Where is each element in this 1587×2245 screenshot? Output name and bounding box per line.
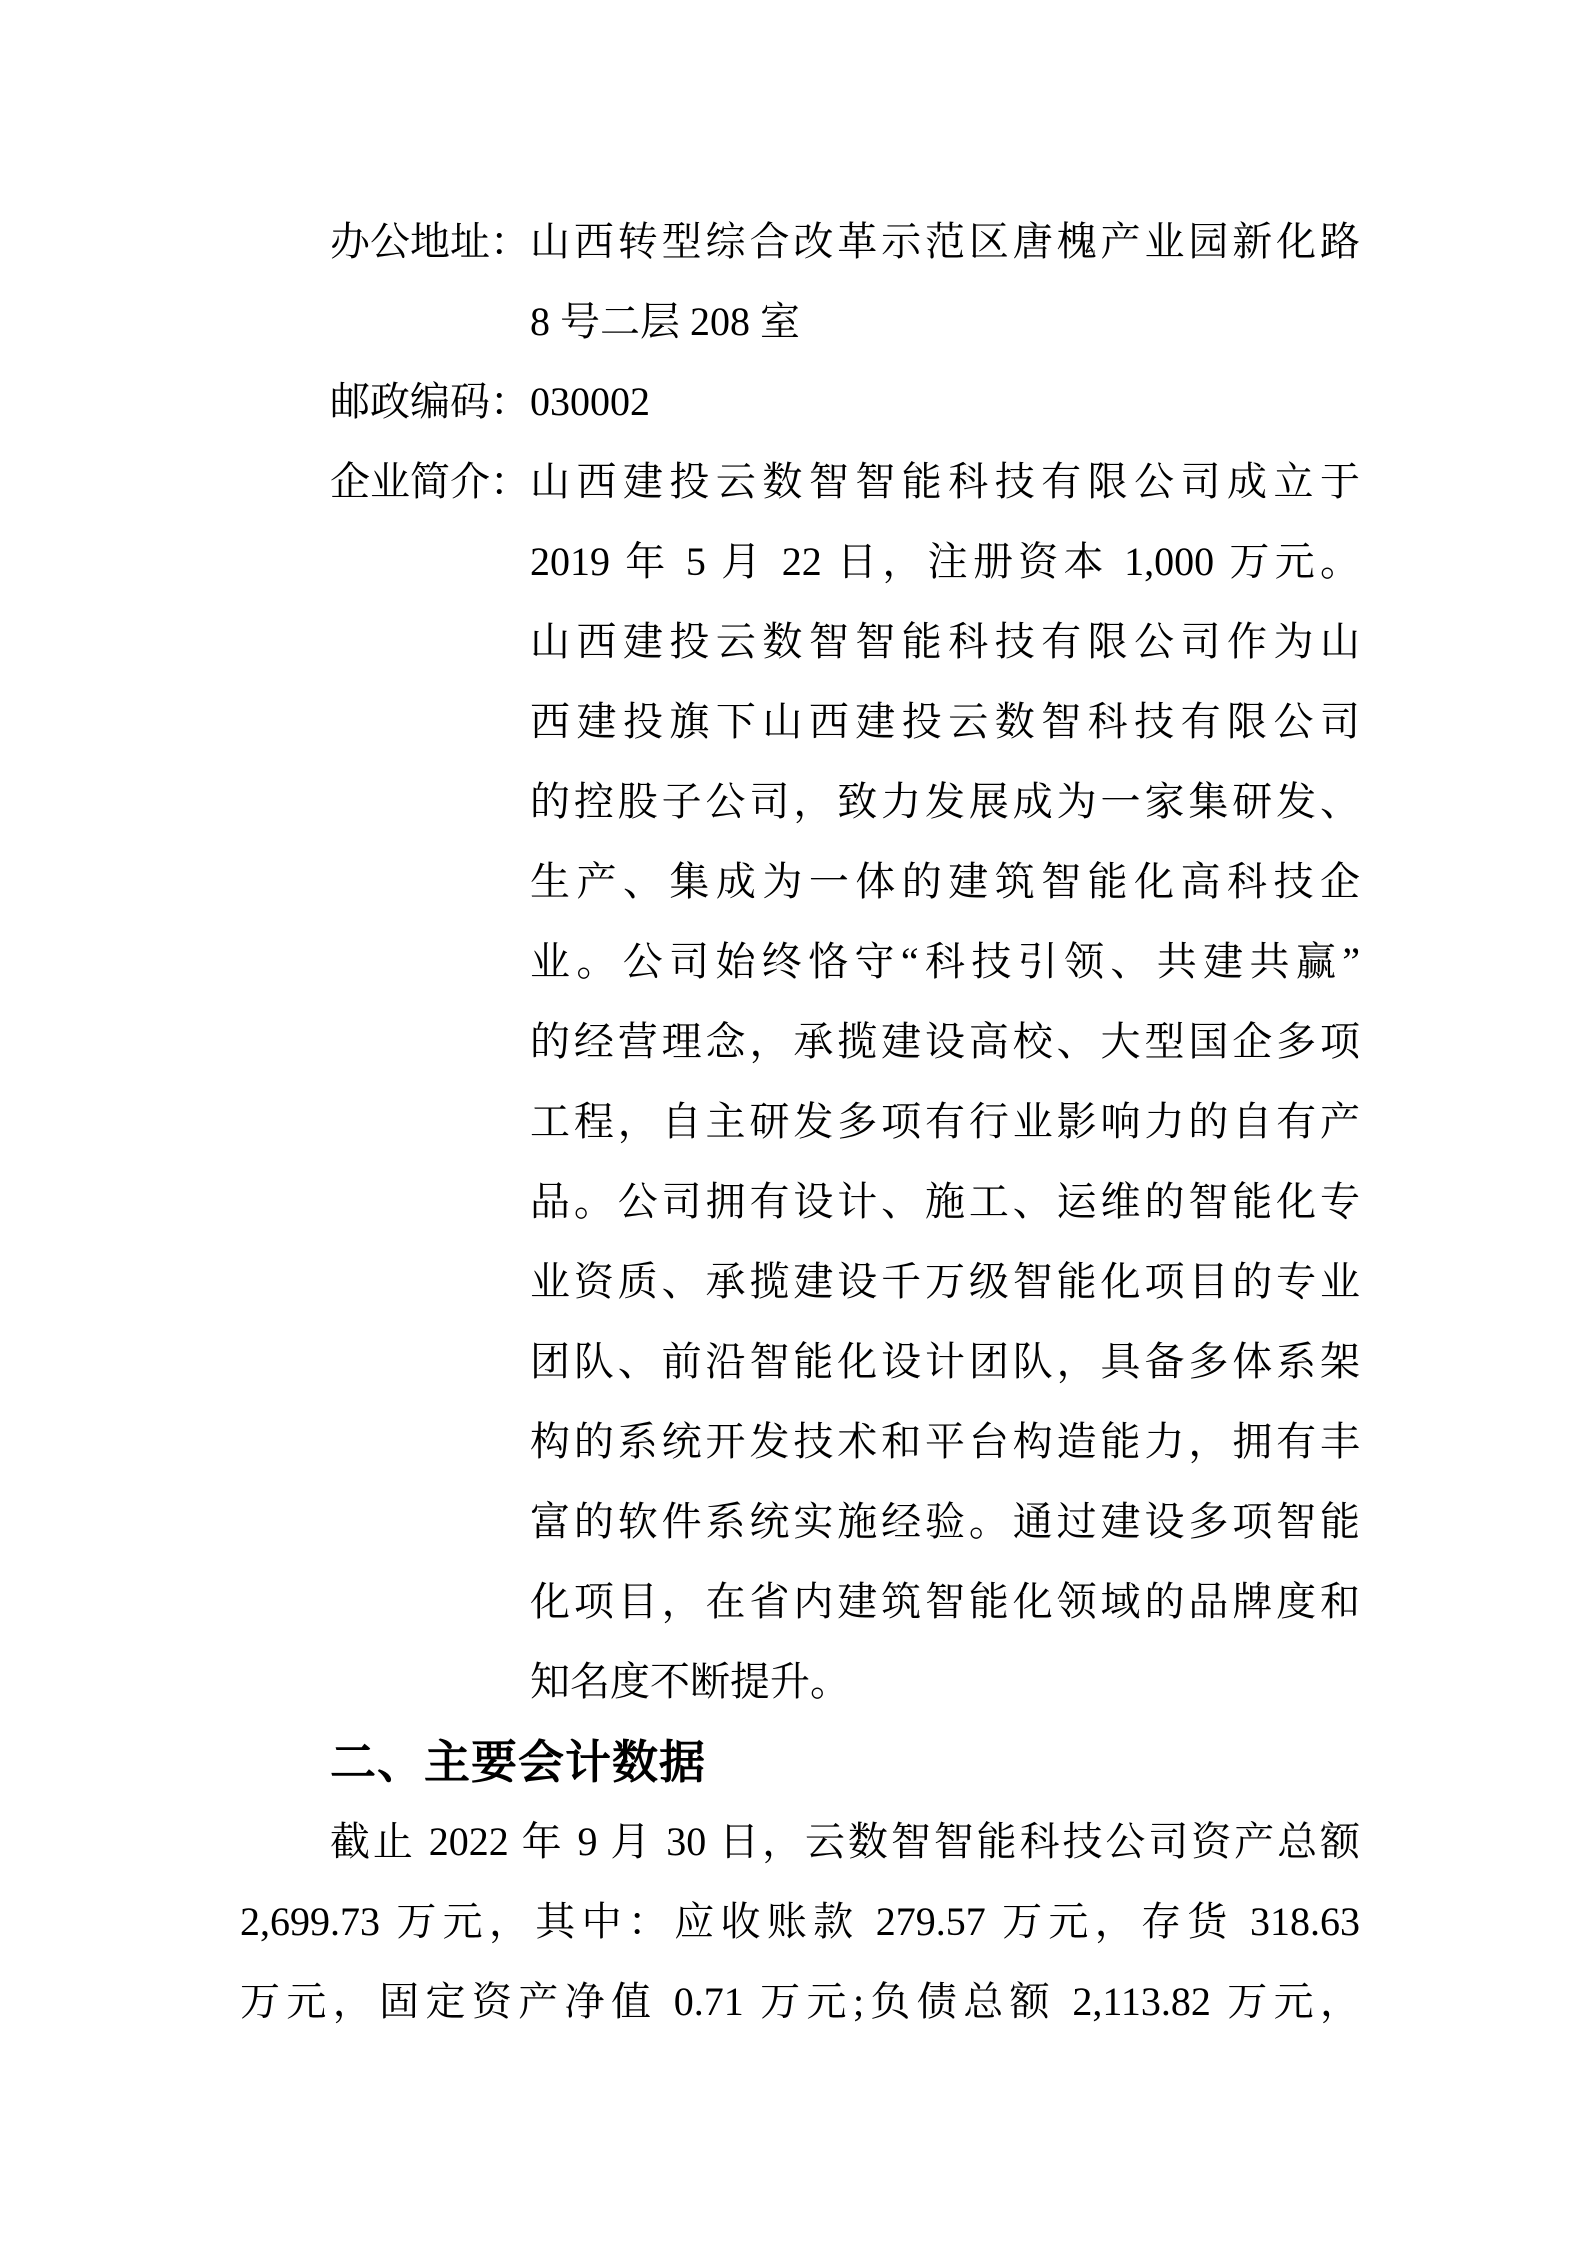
field-value-line: 知名度不断提升。 — [530, 1659, 850, 1704]
field-value-line: 富的软件系统实施经验。通过建设多项智能 — [530, 1499, 1360, 1544]
field-value-postal-code — [530, 362, 1360, 442]
section-heading-accounting-data: 二、主要会计数据 — [330, 1736, 706, 1788]
field-value-office-address — [530, 202, 1360, 362]
field-label-office-address: 办公地址： — [330, 219, 530, 264]
field-value-company-profile — [530, 442, 1360, 1722]
field-value-line: 化项目，在省内建筑智能化领域的品牌度和 — [530, 1579, 1360, 1624]
field-office-address — [240, 202, 1360, 362]
field-value-line: 生产、集成为一体的建筑智能化高科技企 — [530, 859, 1360, 904]
paragraph-accounting-summary — [240, 1802, 1360, 2042]
field-company-profile — [240, 442, 1360, 1722]
field-value-line: 工程，自主研发多项有行业影响力的自有产 — [530, 1099, 1360, 1144]
field-value-line: 的控股子公司，致力发展成为一家集研发、 — [530, 779, 1360, 824]
document-content — [240, 202, 1360, 2042]
field-value-line: 品。公司拥有设计、施工、运维的智能化专 — [530, 1179, 1360, 1224]
paragraph-line: 截止 2022 年 9 月 30 日，云数智智能科技公司资产总额 — [330, 1819, 1360, 1864]
field-value-line: 山西转型综合改革示范区唐槐产业园新化路 — [530, 219, 1360, 264]
field-label-postal-code: 邮政编码： — [330, 379, 530, 424]
field-value-line: 团队、前沿智能化设计团队，具备多体系架 — [530, 1339, 1360, 1384]
field-value-line: 2019 年 5 月 22 日，注册资本 1,000 万元。 — [530, 539, 1360, 584]
field-value-line: 业资质、承揽建设千万级智能化项目的专业 — [530, 1259, 1360, 1304]
field-value-line: 业。公司始终恪守“科技引领、共建共赢” — [530, 939, 1360, 984]
field-value-line: 的经营理念，承揽建设高校、大型国企多项 — [530, 1019, 1360, 1064]
field-value-line: 构的系统开发技术和平台构造能力，拥有丰 — [530, 1419, 1360, 1464]
field-value-line: 8 号二层 208 室 — [530, 299, 800, 344]
field-value-line: 山西建投云数智智能科技有限公司成立于 — [530, 459, 1360, 504]
field-postal-code — [240, 362, 1360, 442]
field-label-company-profile: 企业简介： — [330, 459, 530, 504]
paragraph-line: 2,699.73 万元，其中：应收账款 279.57 万元，存货 318.63 — [240, 1899, 1360, 1944]
field-value-line: 030002 — [530, 379, 650, 424]
field-value-line: 山西建投云数智智能科技有限公司作为山 — [530, 619, 1360, 664]
field-value-line: 西建投旗下山西建投云数智科技有限公司 — [530, 699, 1360, 744]
paragraph-line: 万元，固定资产净值 0.71 万元;负债总额 2,113.82 万元， — [240, 1979, 1360, 2024]
